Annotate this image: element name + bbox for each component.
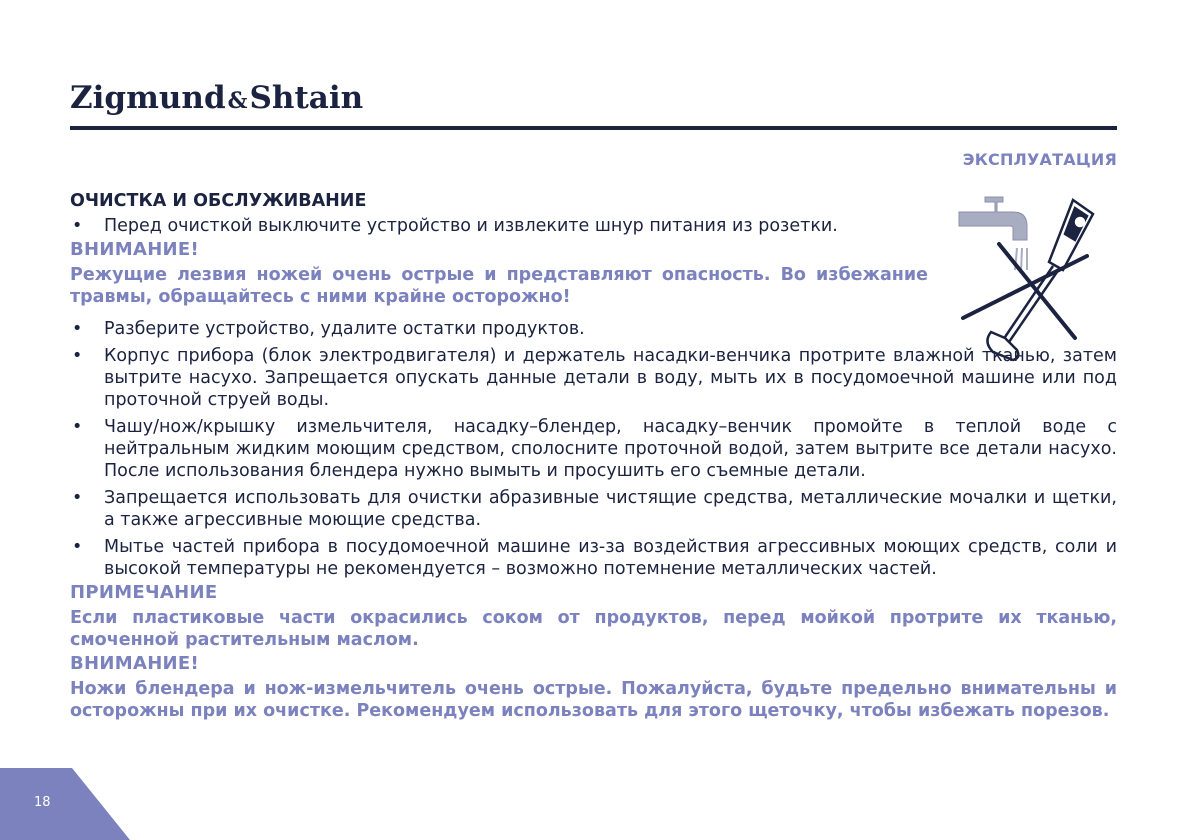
- list-item: • Перед очисткой выключите устройство и извлеките шнур питания из розетки.: [70, 215, 962, 237]
- section-label: ЭКСПЛУАТАЦИЯ: [962, 150, 1117, 169]
- section-heading: ОЧИСТКА И ОБСЛУЖИВАНИЕ: [70, 191, 367, 211]
- header-rule: [70, 126, 1117, 130]
- warning-title-2: ВНИМАНИЕ!: [70, 653, 200, 674]
- brand-logo: [70, 80, 363, 116]
- page-corner-tab: [0, 768, 130, 840]
- note-text: Если пластиковые части окрасились соком от продуктов, перед мойкой протрите их тканью, смоченной растительным маслом.: [70, 608, 1117, 650]
- list-item: • Мытье частей прибора в посудомоечной машине из-за воздействия агрессивных моющих средств, соли и высокой температуры не рекомендуется – возможно потемнение металлических частей.: [70, 536, 1117, 580]
- logo-right: Shtain: [249, 80, 364, 116]
- list-item: • Разберите устройство, удалите остатки продуктов.: [70, 318, 1117, 340]
- warning-title: ВНИМАНИЕ!: [70, 239, 200, 260]
- list-item: • Корпус прибора (блок электродвигателя) и держатель насадки-венчика протрите влажной тканью, затем вытрите насухо. Запрещается опускать данные детали в воду, мыть их в посудомоечной машине или под проточной струей воды.: [70, 345, 1117, 411]
- note-title: ПРИМЕЧАНИЕ: [70, 582, 218, 603]
- page-number: 18: [34, 795, 51, 810]
- list-item: • Чашу/нож/крышку измельчителя, насадку–блендер, насадку–венчик промойте в теплой воде с нейтральным жидким моющим средством, сполосните проточной водой, затем вытрите все детали насухо. После использования блендера нужно вымыть и просушить его съемные детали.: [70, 416, 1117, 482]
- main-content: [70, 190, 1117, 722]
- logo-ampersand: &: [227, 88, 248, 114]
- list-item: • Запрещается использовать для очистки абразивные чистящие средства, металлические мочалки и щетки, а также агрессивные моющие средства.: [70, 487, 1117, 531]
- warning-text: Режущие лезвия ножей очень острые и представляют опасность. Во избежание травмы, обращайтесь с ними крайне осторожно!: [70, 265, 928, 307]
- logo-left: Zigmund: [70, 80, 226, 116]
- warning-text-2: Ножи блендера и нож-измельчитель очень острые. Пожалуйста, будьте предельно внимательны и осторожны при их очистке. Рекомендуем использовать для этого щеточку, чтобы избежать порезов.: [70, 679, 1117, 721]
